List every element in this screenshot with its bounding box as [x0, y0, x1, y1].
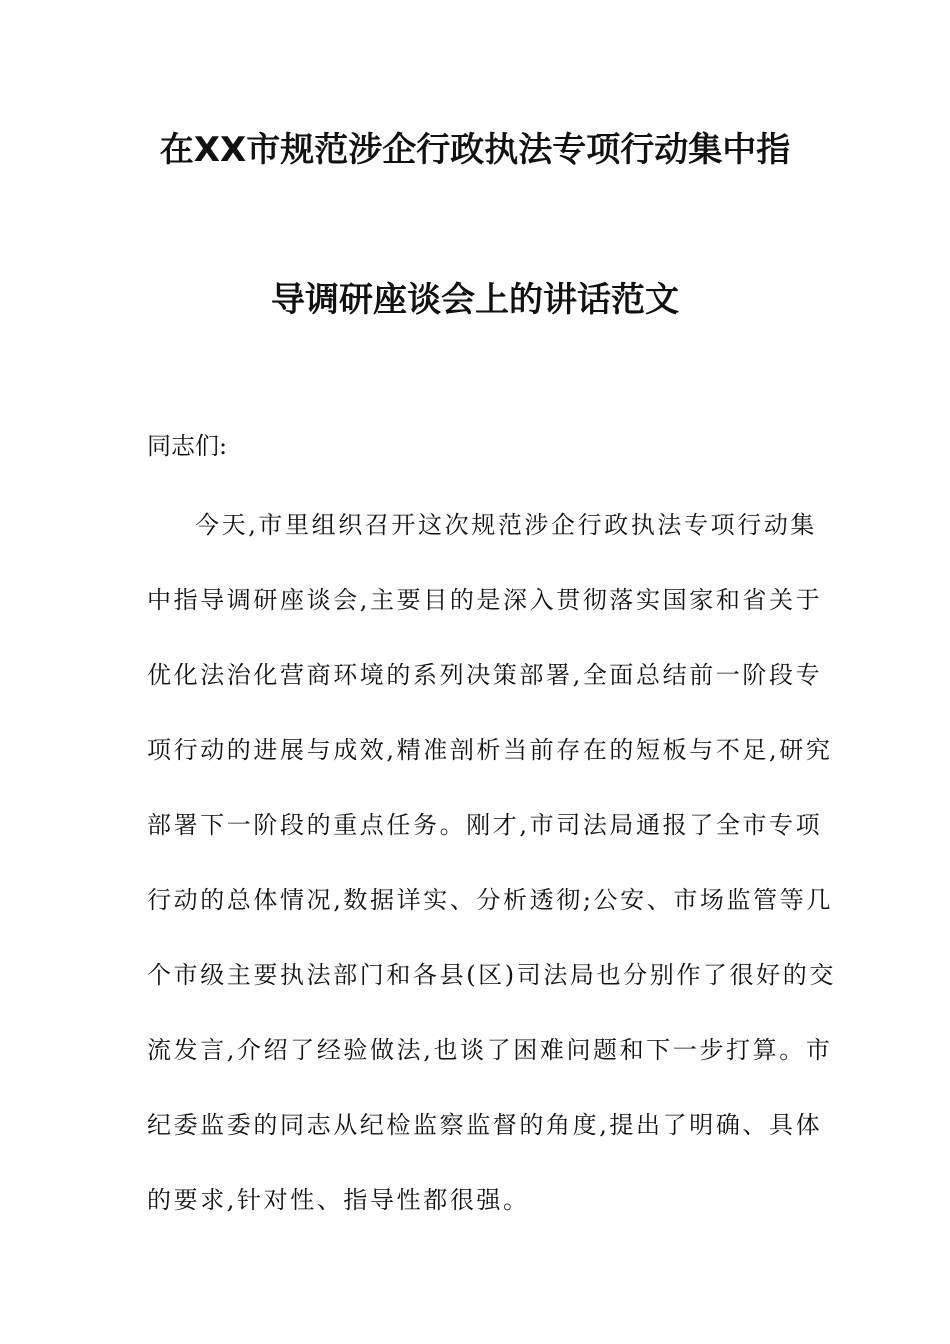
paragraph-line: 行动的总体情况,数据详实、分析透彻;公安、市场监管等几 — [147, 886, 833, 914]
paragraph-line: 优化法治化营商环境的系列决策部署,全面总结前一阶段专 — [147, 661, 823, 689]
document-title-line-1: 在XX市规范涉企行政执法专项行动集中指 — [159, 130, 791, 170]
paragraph-line: 今天,市里组织召开这次规范涉企行政执法专项行动集 — [195, 511, 818, 539]
paragraph-line: 项行动的进展与成效,精准剖析当前存在的短板与不足,研究 — [147, 736, 833, 764]
paragraph-line: 个市级主要执法部门和各县(区)司法局也分别作了很好的交 — [147, 961, 836, 989]
paragraph-line: 纪委监委的同志从纪检监察监督的角度,提出了明确、具体 — [147, 1111, 823, 1139]
paragraph-line: 的要求,针对性、指导性都很强。 — [147, 1186, 530, 1214]
paragraph-line: 中指导调研座谈会,主要目的是深入贯彻落实国家和省关于 — [147, 586, 823, 614]
paragraph-line: 部署下一阶段的重点任务。刚才,市司法局通报了全市专项 — [147, 811, 823, 839]
salutation: 同志们: — [147, 432, 228, 460]
paragraph-line: 流发言,介绍了经验做法,也谈了困难问题和下一步打算。市 — [147, 1036, 833, 1064]
document-title-line-2: 导调研座谈会上的讲话范文 — [271, 280, 679, 320]
